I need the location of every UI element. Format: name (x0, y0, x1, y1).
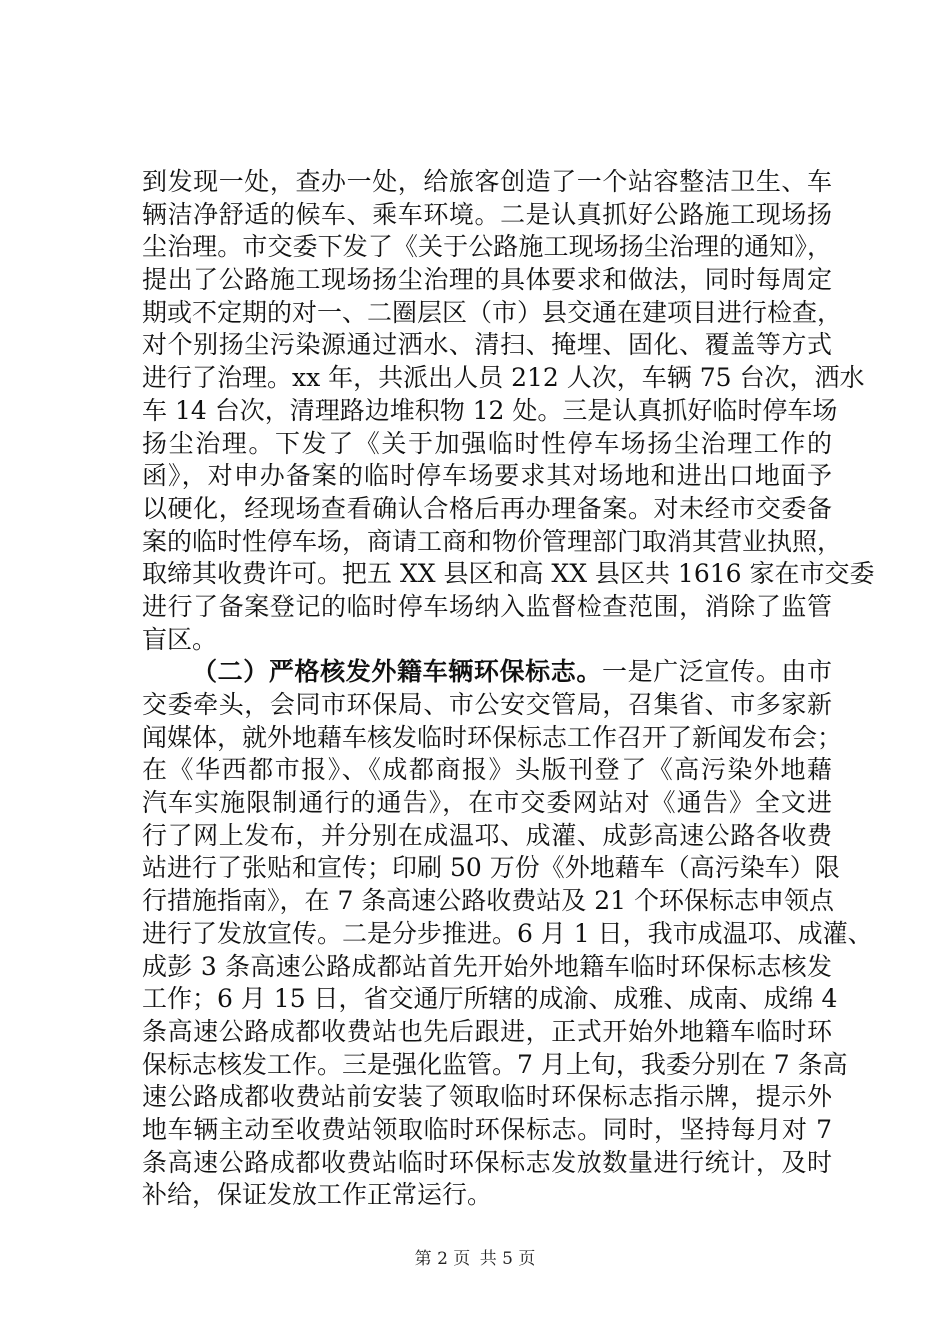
text-line: 条高速公路成都收费站临时环保标志发放数量进行统计，及时 (142, 1147, 832, 1177)
text-line: 进行了治理。xx 年，共派出人员 212 人次，车辆 75 台次，洒水 (142, 363, 865, 393)
text-line: 提出了公路施工现场扬尘治理的具体要求和做法，同时每周定 (142, 265, 832, 295)
text-line: 以硬化，经现场查看确认合格后再办理备案。对未经市交委备 (142, 493, 832, 523)
text-line: 地车辆主动至收费站领取临时环保标志。同时，坚持每月对 7 (142, 1114, 832, 1144)
text-line: 行了网上发布，并分别在成温邛、成灌、成彭高速公路各收费 (142, 820, 832, 850)
text-line: 交委牵头，会同市环保局、市公安交管局，召集省、市多家新 (142, 690, 832, 719)
text-line: 进行了发放宣传。二是分步推进。6 月 1 日，我市成温邛、成灌、 (142, 918, 873, 948)
text-line: 进行了备案登记的临时停车场纳入监督检查范围，消除了监管 (142, 591, 832, 621)
section-heading-rest: 一是广泛宣传。由市 (601, 657, 832, 687)
section-heading: （二）严格核发外籍车辆环保标志。 (192, 657, 602, 687)
text-line: 条高速公路成都收费站也先后跟进，正式开始外地籍车临时环 (142, 1016, 832, 1046)
text-line: 补给，保证发放工作正常运行。 (142, 1180, 493, 1210)
page-footer (0, 1244, 950, 1269)
text-line: 在《华西都市报》、《成都商报》头版刊登了《高污染外地藉 (142, 755, 832, 785)
text-line: 工作；6 月 15 日，省交通厅所辖的成渝、成雅、成南、成绵 4 (142, 984, 838, 1014)
text-line: 对个别扬尘污染源通过洒水、清扫、掩埋、固化、覆盖等方式 (142, 330, 832, 360)
text-line: 车 14 台次，清理路边堆积物 12 处。三是认真抓好临时停车场 (142, 395, 838, 425)
text-line: 行措施指南》，在 7 条高速公路收费站及 21 个环保标志申领点 (142, 886, 835, 916)
section-heading-line (142, 656, 832, 689)
text-line: 期或不定期的对一、二圈层区（市）县交通在建项目进行检查， (142, 297, 843, 327)
text-line: 成彭 3 条高速公路成都站首先开始外地籍车临时环保标志核发 (142, 951, 832, 981)
page-number: 第 2 页 (414, 1249, 471, 1269)
page-total: 共 5 页 (479, 1249, 536, 1269)
text-line: 闻媒体，就外地藉车核发临时环保标志工作召开了新闻发布会； (142, 722, 843, 752)
text-line: 到发现一处，查办一处，给旅客创造了一个站容整洁卫生、车 (142, 167, 832, 196)
text-line: 取缔其收费许可。把五 XX 县区和高 XX 县区共 1616 家在市交委 (142, 559, 875, 589)
text-line: 辆洁净舒适的候车、乘车环境。二是认真抓好公路施工现场扬 (142, 199, 832, 229)
text-line: 速公路成都收费站前安装了领取临时环保标志指示牌，提示外 (142, 1082, 832, 1112)
text-line: 扬尘治理。下发了《关于加强临时性停车场扬尘治理工作的 (142, 428, 832, 458)
text-line: 盲区。 (142, 624, 218, 654)
text-line: 站进行了张贴和宣传；印刷 50 万份《外地藉车（高污染车）限 (142, 853, 840, 883)
text-line: 汽车实施限制通行的通告》，在市交委网站对《通告》全文进 (142, 788, 832, 818)
document-body (142, 166, 875, 1212)
text-line: 案的临时性停车场，商请工商和物价管理部门取消其营业执照， (142, 526, 843, 556)
text-line: 尘治理。市交委下发了《关于公路施工现场扬尘治理的通知》， (142, 232, 832, 262)
text-line: 保标志核发工作。三是强化监管。7 月上旬，我委分别在 7 条高 (142, 1049, 848, 1079)
text-line: 函》，对申办备案的临时停车场要求其对场地和进出口地面予 (142, 461, 832, 491)
